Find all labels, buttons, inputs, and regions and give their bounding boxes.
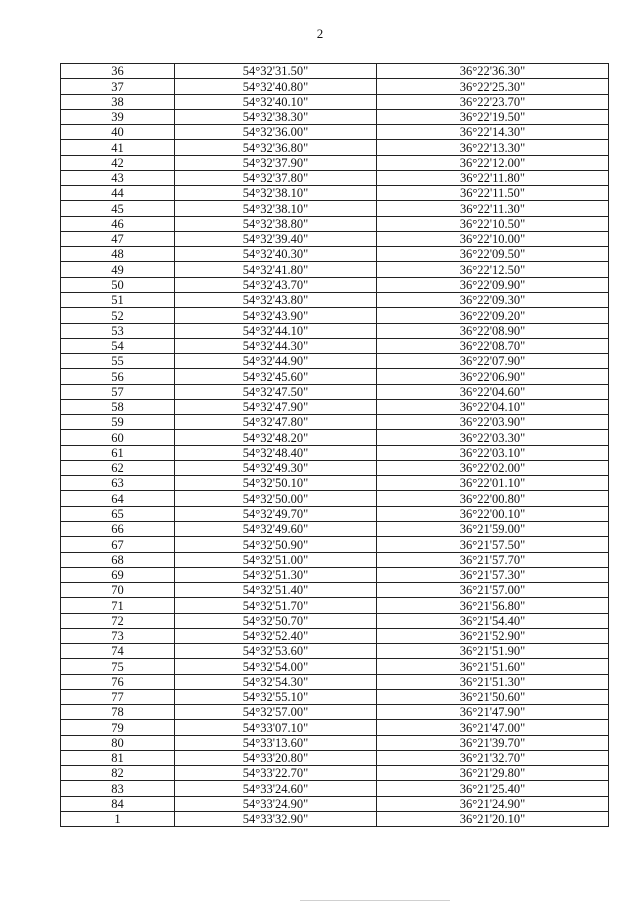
longitude-cell: 36°21'29.80" (377, 766, 609, 781)
latitude-cell: 54°32'40.30" (175, 247, 377, 262)
table-row (61, 338, 609, 353)
table-row (61, 155, 609, 170)
longitude-cell: 36°21'51.90" (377, 644, 609, 659)
table-row (61, 812, 609, 827)
table-row (61, 170, 609, 185)
point-number-cell: 37 (61, 79, 175, 94)
point-number-cell: 67 (61, 537, 175, 552)
point-number-cell: 68 (61, 552, 175, 567)
table-row (61, 216, 609, 231)
latitude-cell: 54°32'47.50" (175, 384, 377, 399)
latitude-cell: 54°32'31.50" (175, 64, 377, 79)
longitude-cell: 36°22'23.70" (377, 94, 609, 109)
table-row (61, 781, 609, 796)
latitude-cell: 54°32'39.40" (175, 231, 377, 246)
longitude-cell: 36°22'12.00" (377, 155, 609, 170)
table-row (61, 644, 609, 659)
latitude-cell: 54°32'36.00" (175, 125, 377, 140)
longitude-cell: 36°21'47.00" (377, 720, 609, 735)
point-number-cell: 1 (61, 812, 175, 827)
point-number-cell: 56 (61, 369, 175, 384)
table-row (61, 628, 609, 643)
latitude-cell: 54°32'53.60" (175, 644, 377, 659)
table-row (61, 674, 609, 689)
latitude-cell: 54°32'44.30" (175, 338, 377, 353)
longitude-cell: 36°22'02.00" (377, 460, 609, 475)
longitude-cell: 36°22'06.90" (377, 369, 609, 384)
longitude-cell: 36°21'57.70" (377, 552, 609, 567)
longitude-cell: 36°22'10.00" (377, 231, 609, 246)
point-number-cell: 72 (61, 613, 175, 628)
latitude-cell: 54°32'37.80" (175, 170, 377, 185)
latitude-cell: 54°32'51.00" (175, 552, 377, 567)
table-row (61, 491, 609, 506)
table-row (61, 201, 609, 216)
coordinates-table (60, 63, 609, 827)
latitude-cell: 54°32'50.90" (175, 537, 377, 552)
longitude-cell: 36°22'11.50" (377, 186, 609, 201)
table-row (61, 277, 609, 292)
table-row (61, 292, 609, 307)
latitude-cell: 54°32'44.10" (175, 323, 377, 338)
table-row (61, 94, 609, 109)
table-row (61, 796, 609, 811)
latitude-cell: 54°32'50.10" (175, 476, 377, 491)
table-row (61, 140, 609, 155)
point-number-cell: 49 (61, 262, 175, 277)
point-number-cell: 66 (61, 521, 175, 536)
table-row (61, 476, 609, 491)
longitude-cell: 36°21'24.90" (377, 796, 609, 811)
table-row (61, 537, 609, 552)
point-number-cell: 39 (61, 109, 175, 124)
longitude-cell: 36°21'57.30" (377, 567, 609, 582)
table-row (61, 354, 609, 369)
longitude-cell: 36°21'56.80" (377, 598, 609, 613)
longitude-cell: 36°22'08.70" (377, 338, 609, 353)
point-number-cell: 79 (61, 720, 175, 735)
point-number-cell: 69 (61, 567, 175, 582)
table-row (61, 460, 609, 475)
latitude-cell: 54°32'36.80" (175, 140, 377, 155)
table-row (61, 231, 609, 246)
longitude-cell: 36°22'25.30" (377, 79, 609, 94)
table-row (61, 79, 609, 94)
latitude-cell: 54°32'40.10" (175, 94, 377, 109)
point-number-cell: 78 (61, 705, 175, 720)
latitude-cell: 54°32'45.60" (175, 369, 377, 384)
longitude-cell: 36°21'20.10" (377, 812, 609, 827)
point-number-cell: 55 (61, 354, 175, 369)
longitude-cell: 36°22'03.90" (377, 415, 609, 430)
point-number-cell: 77 (61, 689, 175, 704)
table-row (61, 109, 609, 124)
longitude-cell: 36°22'04.10" (377, 399, 609, 414)
latitude-cell: 54°32'38.30" (175, 109, 377, 124)
latitude-cell: 54°33'07.10" (175, 720, 377, 735)
point-number-cell: 45 (61, 201, 175, 216)
longitude-cell: 36°22'00.10" (377, 506, 609, 521)
table-row (61, 506, 609, 521)
point-number-cell: 54 (61, 338, 175, 353)
latitude-cell: 54°32'38.10" (175, 201, 377, 216)
table-row (61, 186, 609, 201)
table-row (61, 598, 609, 613)
longitude-cell: 36°22'03.30" (377, 430, 609, 445)
point-number-cell: 70 (61, 583, 175, 598)
longitude-cell: 36°22'12.50" (377, 262, 609, 277)
latitude-cell: 54°32'43.90" (175, 308, 377, 323)
longitude-cell: 36°21'57.00" (377, 583, 609, 598)
longitude-cell: 36°22'08.90" (377, 323, 609, 338)
table-row (61, 735, 609, 750)
latitude-cell: 54°32'50.00" (175, 491, 377, 506)
longitude-cell: 36°22'03.10" (377, 445, 609, 460)
point-number-cell: 73 (61, 628, 175, 643)
longitude-cell: 36°21'52.90" (377, 628, 609, 643)
longitude-cell: 36°21'54.40" (377, 613, 609, 628)
point-number-cell: 61 (61, 445, 175, 460)
latitude-cell: 54°32'54.00" (175, 659, 377, 674)
longitude-cell: 36°21'51.30" (377, 674, 609, 689)
latitude-cell: 54°32'57.00" (175, 705, 377, 720)
table-row (61, 705, 609, 720)
latitude-cell: 54°32'38.10" (175, 186, 377, 201)
latitude-cell: 54°33'13.60" (175, 735, 377, 750)
point-number-cell: 62 (61, 460, 175, 475)
latitude-cell: 54°32'41.80" (175, 262, 377, 277)
point-number-cell: 63 (61, 476, 175, 491)
longitude-cell: 36°21'57.50" (377, 537, 609, 552)
point-number-cell: 82 (61, 766, 175, 781)
longitude-cell: 36°21'50.60" (377, 689, 609, 704)
point-number-cell: 59 (61, 415, 175, 430)
latitude-cell: 54°32'48.40" (175, 445, 377, 460)
point-number-cell: 52 (61, 308, 175, 323)
latitude-cell: 54°32'43.70" (175, 277, 377, 292)
table-row (61, 689, 609, 704)
latitude-cell: 54°32'50.70" (175, 613, 377, 628)
longitude-cell: 36°22'19.50" (377, 109, 609, 124)
latitude-cell: 54°32'47.80" (175, 415, 377, 430)
latitude-cell: 54°32'37.90" (175, 155, 377, 170)
longitude-cell: 36°21'47.90" (377, 705, 609, 720)
point-number-cell: 50 (61, 277, 175, 292)
point-number-cell: 38 (61, 94, 175, 109)
point-number-cell: 65 (61, 506, 175, 521)
longitude-cell: 36°22'01.10" (377, 476, 609, 491)
point-number-cell: 60 (61, 430, 175, 445)
latitude-cell: 54°33'32.90" (175, 812, 377, 827)
table-row (61, 552, 609, 567)
table-row (61, 613, 609, 628)
point-number-cell: 43 (61, 170, 175, 185)
longitude-cell: 36°22'07.90" (377, 354, 609, 369)
longitude-cell: 36°22'14.30" (377, 125, 609, 140)
longitude-cell: 36°21'25.40" (377, 781, 609, 796)
longitude-cell: 36°21'32.70" (377, 750, 609, 765)
table-row (61, 750, 609, 765)
point-number-cell: 36 (61, 64, 175, 79)
table-row (61, 399, 609, 414)
longitude-cell: 36°22'09.20" (377, 308, 609, 323)
point-number-cell: 47 (61, 231, 175, 246)
latitude-cell: 54°32'55.10" (175, 689, 377, 704)
latitude-cell: 54°32'49.60" (175, 521, 377, 536)
latitude-cell: 54°32'49.70" (175, 506, 377, 521)
latitude-cell: 54°32'54.30" (175, 674, 377, 689)
longitude-cell: 36°22'10.50" (377, 216, 609, 231)
table-row (61, 445, 609, 460)
latitude-cell: 54°32'51.30" (175, 567, 377, 582)
table-row (61, 384, 609, 399)
table-row (61, 430, 609, 445)
point-number-cell: 74 (61, 644, 175, 659)
table-row (61, 720, 609, 735)
table-row (61, 125, 609, 140)
point-number-cell: 84 (61, 796, 175, 811)
longitude-cell: 36°22'13.30" (377, 140, 609, 155)
point-number-cell: 41 (61, 140, 175, 155)
longitude-cell: 36°22'00.80" (377, 491, 609, 506)
latitude-cell: 54°32'51.70" (175, 598, 377, 613)
table-row (61, 415, 609, 430)
longitude-cell: 36°22'09.50" (377, 247, 609, 262)
latitude-cell: 54°33'24.60" (175, 781, 377, 796)
table-row (61, 308, 609, 323)
point-number-cell: 76 (61, 674, 175, 689)
page-number: 2 (316, 26, 324, 41)
table-row (61, 567, 609, 582)
latitude-cell: 54°32'40.80" (175, 79, 377, 94)
latitude-cell: 54°32'43.80" (175, 292, 377, 307)
longitude-cell: 36°22'09.90" (377, 277, 609, 292)
longitude-cell: 36°22'04.60" (377, 384, 609, 399)
footer-divider (300, 900, 450, 901)
longitude-cell: 36°21'39.70" (377, 735, 609, 750)
coordinates-table-body (61, 64, 609, 827)
latitude-cell: 54°32'44.90" (175, 354, 377, 369)
latitude-cell: 54°32'49.30" (175, 460, 377, 475)
table-row (61, 583, 609, 598)
point-number-cell: 46 (61, 216, 175, 231)
table-row (61, 262, 609, 277)
table-row (61, 521, 609, 536)
point-number-cell: 51 (61, 292, 175, 307)
longitude-cell: 36°22'11.80" (377, 170, 609, 185)
longitude-cell: 36°21'51.60" (377, 659, 609, 674)
point-number-cell: 53 (61, 323, 175, 338)
table-row (61, 766, 609, 781)
point-number-cell: 42 (61, 155, 175, 170)
latitude-cell: 54°32'38.80" (175, 216, 377, 231)
longitude-cell: 36°22'36.30" (377, 64, 609, 79)
table-row (61, 323, 609, 338)
point-number-cell: 81 (61, 750, 175, 765)
table-row (61, 247, 609, 262)
latitude-cell: 54°32'52.40" (175, 628, 377, 643)
point-number-cell: 64 (61, 491, 175, 506)
point-number-cell: 75 (61, 659, 175, 674)
point-number-cell: 44 (61, 186, 175, 201)
latitude-cell: 54°33'20.80" (175, 750, 377, 765)
point-number-cell: 80 (61, 735, 175, 750)
latitude-cell: 54°32'47.90" (175, 399, 377, 414)
longitude-cell: 36°22'11.30" (377, 201, 609, 216)
latitude-cell: 54°32'48.20" (175, 430, 377, 445)
latitude-cell: 54°33'24.90" (175, 796, 377, 811)
table-row (61, 659, 609, 674)
point-number-cell: 57 (61, 384, 175, 399)
latitude-cell: 54°33'22.70" (175, 766, 377, 781)
longitude-cell: 36°21'59.00" (377, 521, 609, 536)
table-row (61, 369, 609, 384)
table-row (61, 64, 609, 79)
latitude-cell: 54°32'51.40" (175, 583, 377, 598)
longitude-cell: 36°22'09.30" (377, 292, 609, 307)
point-number-cell: 83 (61, 781, 175, 796)
point-number-cell: 48 (61, 247, 175, 262)
point-number-cell: 58 (61, 399, 175, 414)
point-number-cell: 71 (61, 598, 175, 613)
point-number-cell: 40 (61, 125, 175, 140)
